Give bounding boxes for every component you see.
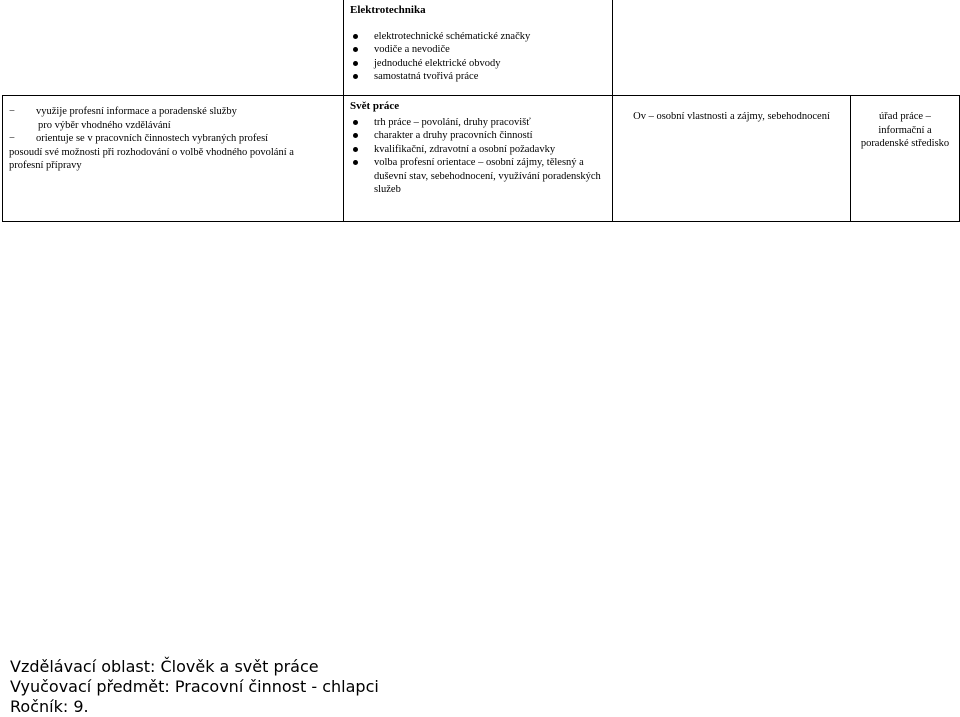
dash-icon: −: [9, 106, 15, 117]
bullet-icon: [353, 160, 358, 165]
bullet-icon: [353, 61, 358, 66]
outcome-line: − orientuje se v pracovních činnostech vybraných profesí: [9, 133, 269, 144]
outcomes-text: [3, 96, 343, 173]
list-item: kvalifikační, zdravotní a osobní požadavky: [344, 143, 612, 157]
content-list: [344, 116, 612, 197]
outcome-line: posoudí své možnosti při rozhodování o volbě vhodného povolání a: [9, 146, 294, 158]
institution-text: úřad práce – informační a poradenské středisko: [860, 111, 950, 149]
outcome-line: profesní přípravy: [9, 160, 82, 171]
crosscutting-text: Ov – osobní vlastnosti a zájmy, sebehodnocení: [633, 111, 830, 122]
list-item: jednoduché elektrické obvody: [344, 57, 612, 71]
bullet-icon: [353, 34, 358, 39]
list-item: volba profesní orientace – osobní zájmy, tělesný a duševní stav, sebehodnocení, využívání poradenských služeb: [344, 156, 612, 197]
bullet-icon: [353, 74, 358, 79]
table-cell-institution: [850, 95, 960, 222]
electrotechnics-list: [344, 30, 612, 84]
dash-icon: −: [9, 133, 15, 144]
table-cell-empty: [612, 0, 960, 96]
curriculum-table: [0, 0, 960, 222]
bullet-icon: [353, 120, 358, 125]
bullet-icon: [353, 147, 358, 152]
table-cell-empty: [2, 0, 344, 96]
table-cell-content: [343, 95, 613, 222]
table-cell-electrotechnics: [343, 0, 613, 96]
list-item: elektrotechnické schématické značky: [344, 30, 612, 44]
list-item: charakter a druhy pracovních činností: [344, 129, 612, 143]
outcome-line: − využije profesní informace a poradenské služby: [9, 106, 237, 117]
section-heading-world-of-work: Svět práce: [350, 100, 400, 112]
outcome-line: pro výběr vhodného vzdělávání: [38, 119, 171, 131]
list-item: vodiče a nevodiče: [344, 43, 612, 57]
list-item: trh práce – povolání, druhy pracovišť: [344, 116, 612, 130]
subject-name: Vyučovací předmět: Pracovní činnost - chlapci: [10, 677, 379, 696]
education-area: Vzdělávací oblast: Člověk a svět práce: [10, 657, 319, 676]
table-cell-outcomes: [2, 95, 344, 222]
list-item: samostatná tvořivá práce: [344, 70, 612, 84]
bullet-icon: [353, 133, 358, 138]
section-heading-electrotechnics: Elektrotechnika: [350, 4, 426, 16]
bullet-icon: [353, 47, 358, 52]
document-footer: [10, 657, 379, 717]
grade-label: Ročník: 9.: [10, 697, 89, 716]
table-cell-crosscutting: [612, 95, 851, 222]
